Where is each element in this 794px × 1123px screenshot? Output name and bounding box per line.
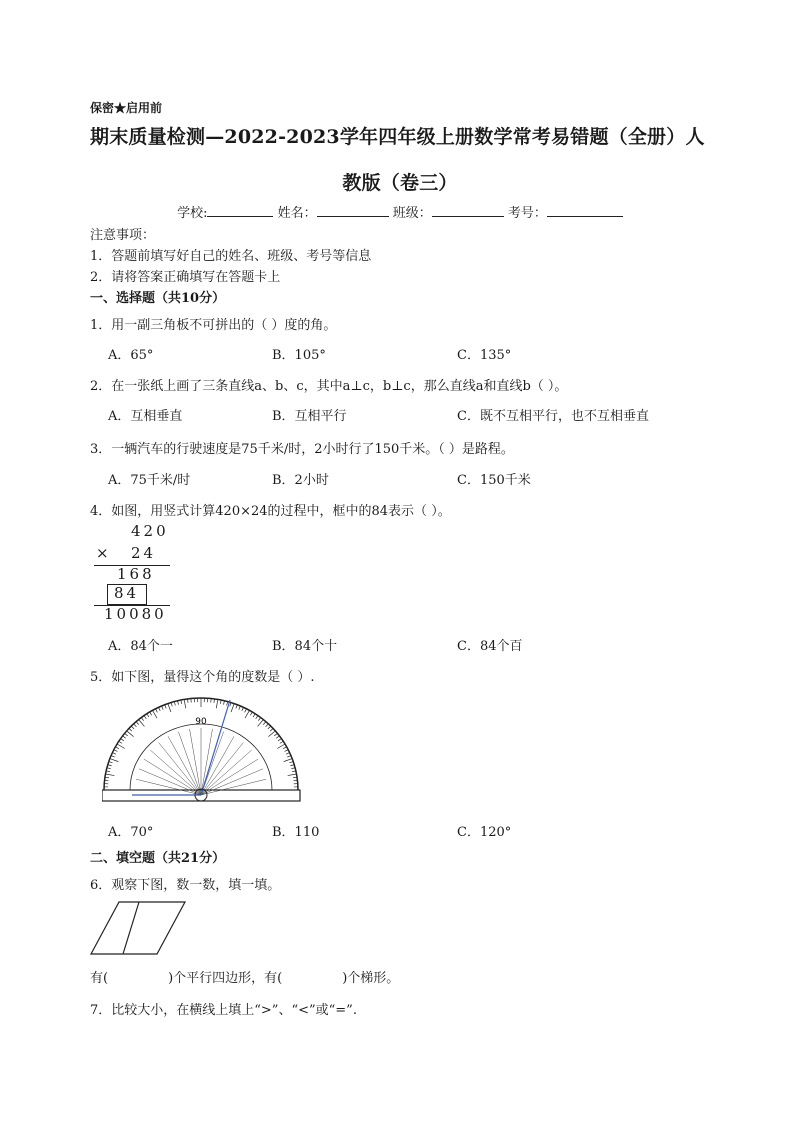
protractor-tick xyxy=(276,736,279,738)
exam-no-blank[interactable] xyxy=(547,203,623,217)
protractor-tick xyxy=(144,716,146,719)
question-3: 3．一辆汽车的行驶速度是75千米/时，2小时行了150千米。（ ）是路程。 xyxy=(90,442,514,457)
angle-ray-upper xyxy=(201,700,230,795)
protractor-tick xyxy=(162,706,164,710)
protractor-tick xyxy=(155,709,157,713)
protractor-tick xyxy=(134,724,137,727)
q5-option-a[interactable]: A．70° xyxy=(108,825,154,840)
q2-option-b[interactable]: B．互相平行 xyxy=(272,409,347,424)
protractor-tick xyxy=(115,747,119,749)
protractor-figure xyxy=(102,696,302,806)
protractor-tick xyxy=(114,750,118,752)
protractor-tick xyxy=(245,710,250,718)
protractor-ray xyxy=(159,743,201,795)
class-blank[interactable] xyxy=(432,203,504,217)
protractor-tick xyxy=(105,774,114,776)
protractor-tick xyxy=(141,718,143,721)
q2-option-c[interactable]: C．既不互相平行，也不互相垂直 xyxy=(457,409,649,424)
protractor-tick xyxy=(117,744,125,749)
protractor-tick xyxy=(119,741,122,743)
protractor-tick xyxy=(245,709,247,713)
q6-text-3: )个梯形。 xyxy=(342,971,400,986)
q6-text-2: )个平行四边形，有( xyxy=(168,971,283,986)
school-label: 学校: xyxy=(177,206,208,221)
protractor-tick xyxy=(277,744,285,749)
protractor-tick xyxy=(280,741,283,743)
protractor-tick xyxy=(110,759,118,762)
protractor-tick xyxy=(236,705,237,709)
question-7: 7．比较大小，在横线上填上“>”、“<”或“=”. xyxy=(90,1003,357,1018)
protractor-tick xyxy=(288,774,297,776)
name-blank[interactable] xyxy=(317,203,389,217)
protractor-tick xyxy=(165,705,166,709)
class-label: 班级： xyxy=(392,206,432,221)
exam-title-line1: 期末质量检测—2022-2023学年四年级上册数学常考易错题（全册）人 xyxy=(90,126,705,148)
protractor-tick xyxy=(125,733,128,735)
protractor-tick xyxy=(242,707,244,711)
section2-title: 二、填空题（共21分） xyxy=(90,851,226,866)
protractor-tick xyxy=(287,756,291,757)
q4-option-b[interactable]: B．84个十 xyxy=(272,639,338,654)
protractor-tick xyxy=(270,728,273,731)
q6-answer-line xyxy=(90,967,399,986)
exam-title-line2: 教版（卷三） xyxy=(342,172,458,194)
protractor-tick xyxy=(147,714,149,717)
notice-item-2: 2．请将答案正确填写在答题卡上 xyxy=(90,270,281,285)
protractor-ray xyxy=(201,750,252,795)
protractor-tick xyxy=(284,759,292,762)
school-blank[interactable] xyxy=(207,203,273,217)
protractor-tick xyxy=(239,706,241,710)
calc-multiplier: 24 xyxy=(131,544,157,562)
notice-heading: 注意事项： xyxy=(90,228,156,243)
confidential-label: 保密★启用前 xyxy=(90,101,163,115)
q1-option-b[interactable]: B．105° xyxy=(272,348,326,363)
protractor-tick xyxy=(283,747,287,749)
protractor-tick xyxy=(263,722,266,725)
calc-partial-2: 84 xyxy=(114,584,140,602)
calc-operator: × xyxy=(96,544,112,562)
section1-title: 一、选择题（共10分） xyxy=(90,291,226,306)
q5-option-c[interactable]: C．120° xyxy=(457,825,512,840)
protractor-tick xyxy=(158,707,160,711)
protractor-tick xyxy=(268,726,271,729)
protractor-tick xyxy=(123,736,126,738)
q3-option-a[interactable]: A．75千米/时 xyxy=(108,473,191,488)
protractor-tick xyxy=(184,699,186,708)
protractor-rays xyxy=(136,728,266,795)
q4-option-c[interactable]: C．84个百 xyxy=(457,639,523,654)
protractor-ray xyxy=(178,732,201,795)
protractor-tick xyxy=(168,704,171,712)
notice-item-1: 1．答题前填写好自己的姓名、班级、考号等信息 xyxy=(90,249,372,264)
student-info-row xyxy=(90,202,710,221)
protractor-tick xyxy=(231,704,234,712)
calc-partial-1: 168 xyxy=(117,565,155,583)
protractor-tick xyxy=(291,768,295,769)
q5-option-b[interactable]: B．110 xyxy=(272,825,320,840)
protractor-tick xyxy=(150,712,152,715)
q4-option-a[interactable]: A．84个一 xyxy=(108,639,173,654)
q3-option-b[interactable]: B．2小时 xyxy=(272,473,329,488)
parallelogram-figure xyxy=(89,900,189,956)
protractor-tick xyxy=(111,756,115,757)
name-label: 姓名： xyxy=(277,206,317,221)
q1-option-a[interactable]: A．65° xyxy=(108,348,154,363)
parallelogram-outline xyxy=(91,902,185,954)
protractor-tick xyxy=(136,722,139,725)
q1-option-c[interactable]: C．135° xyxy=(457,348,512,363)
q2-option-a[interactable]: A．互相垂直 xyxy=(108,409,183,424)
protractor-tick xyxy=(253,714,255,717)
protractor-tick xyxy=(285,750,289,752)
protractor-tick xyxy=(131,726,134,729)
q3-option-c[interactable]: C．150千米 xyxy=(457,473,531,488)
q6-text-1: 有( xyxy=(90,971,109,986)
protractor-tick xyxy=(266,724,269,727)
protractor-tick xyxy=(286,753,290,755)
question-2: 2．在一张纸上画了三条直线a、b、c，其中a⊥c，b⊥c，那么直线a和直线b（ ）。 xyxy=(90,379,568,394)
protractor-tick xyxy=(256,716,258,719)
exam-no-label: 考号： xyxy=(507,206,547,221)
calc-result: 10080 xyxy=(104,605,167,623)
protractor-tick xyxy=(216,699,218,708)
protractor-tick xyxy=(258,718,260,721)
protractor-tick xyxy=(129,728,132,731)
question-4: 4．如图，用竖式计算420×24的过程中，框中的84表示（ ）。 xyxy=(90,504,451,519)
question-6: 6．观察下图，数一数，填一填。 xyxy=(90,878,281,893)
protractor-ray xyxy=(201,743,243,795)
protractor-tick xyxy=(250,712,252,715)
question-5: 5．如下图，量得这个角的度数是（ ）. xyxy=(90,670,315,685)
protractor-tick xyxy=(112,753,116,755)
protractor-ray xyxy=(150,750,201,795)
protractor-tick xyxy=(107,768,111,769)
protractor-tick xyxy=(121,739,124,741)
protractor-tick xyxy=(274,733,277,735)
question-1: 1．用一副三角板不可拼出的（ ）度的角。 xyxy=(90,318,337,333)
calc-multiplicand: 420 xyxy=(131,522,169,540)
parallelogram-divider xyxy=(123,902,139,954)
protractor-90-label: 90 xyxy=(195,717,207,727)
protractor-tick xyxy=(153,710,158,718)
protractor-tick xyxy=(278,739,281,741)
